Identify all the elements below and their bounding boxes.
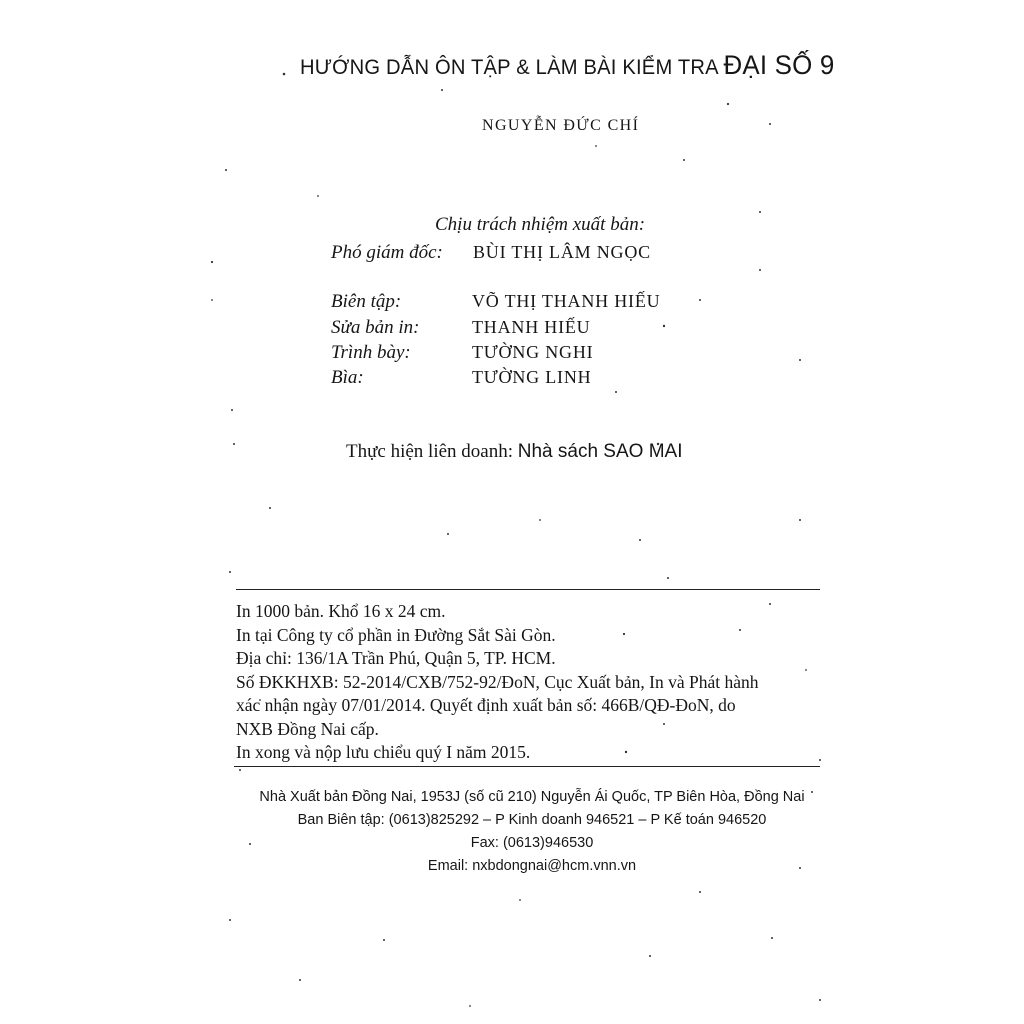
book-title: [300, 50, 835, 81]
joint-venture-line: [346, 441, 683, 463]
print-info-line: NXB Đồng Nai cấp.: [236, 718, 379, 739]
credit-row-cover: [331, 367, 711, 391]
publisher-address: Nhà Xuất bản Đồng Nai, 1953J (số cũ 210) Nguyễn Ái Quốc, TP Biên Hòa, Đồng Nai: [259, 789, 805, 805]
credit-label: Phó giám đốc:: [331, 242, 443, 263]
publisher-email: Email: nxbdongnai@hcm.vnn.vn: [427, 858, 637, 874]
publisher-phones: Ban Biên tập: (0613)825292 – P Kinh doanh 946521 – P Kế toán 946520: [297, 812, 767, 828]
credit-value: BÙI THỊ LÂM NGỌC: [473, 242, 651, 262]
print-info-line: In tại Công ty cổ phần in Đường Sắt Sài Gòn.: [236, 624, 556, 645]
print-info-line: In xong và nộp lưu chiểu quý I năm 2015.: [236, 742, 531, 762]
joint-venture-partner: Nhà sách SAO MAI: [517, 441, 683, 462]
credit-row-proofreader: [331, 317, 711, 341]
publisher-block: [232, 786, 832, 878]
credit-value: TƯỜNG NGHI: [472, 342, 594, 362]
title-main: HƯỚNG DẪN ÔN TẬP & LÀM BÀI KIỂM TRA: [300, 56, 718, 79]
credit-label: Sửa bản in:: [331, 317, 420, 338]
publisher-fax: Fax: (0613)946530: [470, 835, 594, 851]
credit-value: THANH HIẾU: [472, 317, 591, 337]
bottom-divider: [234, 766, 820, 767]
print-info-block: [236, 600, 826, 765]
credit-row-deputy-director: [331, 242, 691, 266]
credit-label: Biên tập:: [331, 291, 402, 312]
credit-row-editor: [331, 291, 711, 315]
joint-venture-label: Thực hiện liên doanh:: [346, 441, 514, 462]
credit-label: Trình bày:: [331, 342, 411, 363]
title-subject: ĐẠI SỐ 9: [723, 50, 835, 80]
top-divider: [236, 589, 820, 590]
print-info-line: Địa chỉ: 136/1A Trần Phú, Quận 5, TP. HCM.: [236, 648, 556, 668]
print-info-line: xác nhận ngày 07/01/2014. Quyết định xuất bản số: 466B/QĐ-ĐoN, do: [236, 695, 736, 715]
credit-value: TƯỜNG LINH: [472, 367, 592, 387]
credit-row-layout: [331, 342, 711, 366]
author-name: NGUYỄN ĐỨC CHÍ: [482, 117, 640, 134]
responsibility-heading: Chịu trách nhiệm xuất bản:: [435, 214, 646, 235]
print-info-line: In 1000 bản. Khổ 16 x 24 cm.: [236, 601, 446, 621]
print-info-line: Số ĐKKHXB: 52-2014/CXB/752-92/ĐoN, Cục Xuất bản, In và Phát hành: [236, 671, 759, 692]
credit-label: Bìa:: [331, 367, 364, 388]
credit-value: VÕ THỊ THANH HIẾU: [472, 291, 661, 311]
